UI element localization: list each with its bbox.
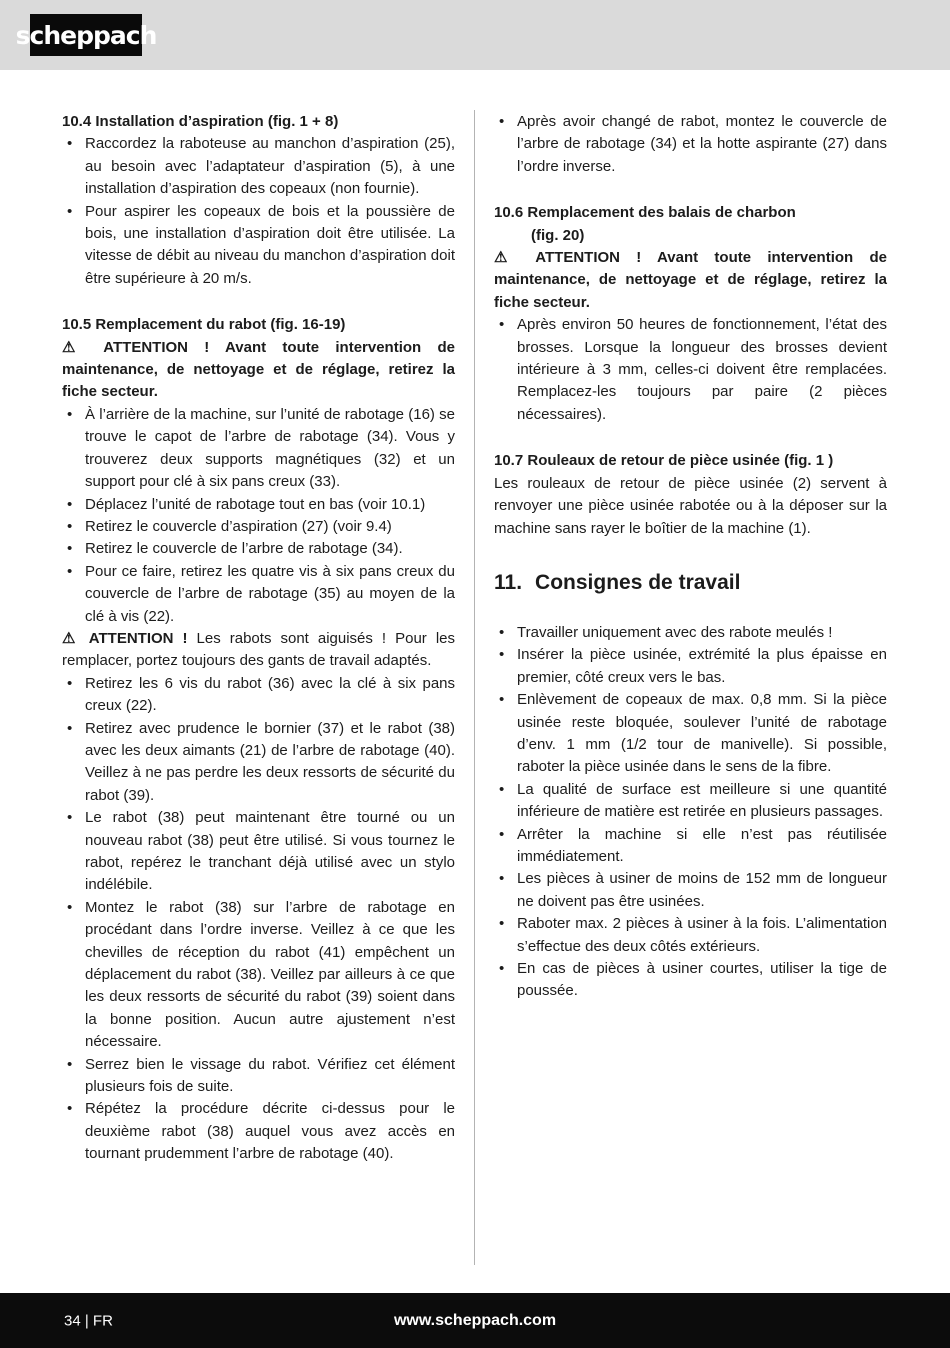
bullet-item <box>62 561 455 628</box>
bullet-text: Le rabot (38) peut maintenant être tourné ou un nouveau rabot (38) peut être utilisé. Si vous tournez le rabot, repérez le tranchant déjà utilisé avec un stylo indélébile. <box>85 809 455 894</box>
bullet-marker: • <box>67 562 73 580</box>
section <box>494 450 887 540</box>
paragraph: Les rouleaux de retour de pièce usinée (2) servent à renvoyer une pièce usinée rabotée ou à la déposer sur la machine sans rayer le boîtier de la machine (1). <box>494 474 887 537</box>
warning-paragraph <box>494 247 887 314</box>
heading-line: 10.7 Rouleaux de retour de pièce usinée (fig. 1 ) <box>494 452 834 470</box>
bullet-marker: • <box>499 316 505 334</box>
bullet-marker: • <box>499 825 505 843</box>
warning-bold-text: ⚠ ATTENTION ! <box>62 629 188 647</box>
bullet-text: Retirez les 6 vis du rabot (36) avec la clé à six pans creux (22). <box>85 674 455 715</box>
bullet-item <box>494 779 887 824</box>
bullet-text: Répétez la procédure décrite ci-dessus pour le deuxième rabot (38) auquel vous avez accès en tournant prudemment l’arbre de rabotage (40). <box>85 1100 455 1163</box>
bullet-item <box>62 673 455 718</box>
bullet-item <box>494 622 887 644</box>
warning-bold-text: ⚠ ATTENTION ! Avant toute intervention de maintenance, de nettoyage et de réglage, retirez la fiche secteur. <box>62 338 455 401</box>
section-heading <box>494 202 887 247</box>
heading-line: 10.4 Installation d’aspiration (fig. 1 + 8) <box>62 113 339 130</box>
bullet-item <box>62 494 455 516</box>
bullet-marker: • <box>67 517 73 535</box>
bullet-item <box>494 824 887 869</box>
bullet-text: Déplacez l’unité de rabotage tout en bas (voir 10.1) <box>85 495 426 513</box>
bullet-marker: • <box>67 135 73 153</box>
section <box>62 314 455 1165</box>
bullet-item <box>62 133 455 200</box>
bullet-item <box>62 718 455 808</box>
bullet-marker: • <box>499 870 505 888</box>
bullet-marker: • <box>499 691 505 709</box>
brand-logo-text: scheppach <box>15 20 157 50</box>
section <box>494 111 887 178</box>
bullet-text: En cas de pièces à usiner courtes, utiliser la tige de poussée. <box>517 960 887 1000</box>
heading-line: 10.5 Remplacement du rabot (fig. 16-19) <box>62 316 346 334</box>
bullet-text: Retirez le couvercle de l’arbre de rabotage (34). <box>85 540 403 558</box>
bullet-text: Enlèvement de copeaux de max. 0,8 mm. Si la pièce usinée reste bloquée, soulever l’unité de rabotage d’env. 1 mm (1/2 tour de manivelle). Si possible, raboter la pièce usinée dans le sens de la fibre. <box>517 691 887 776</box>
section <box>494 570 887 1003</box>
bullet-marker: • <box>67 674 73 692</box>
bullet-text: Les pièces à usiner de moins de 152 mm de longueur ne doivent pas être usinées. <box>517 870 887 910</box>
bullet-item <box>494 644 887 689</box>
column-right <box>494 111 887 1003</box>
warning-bold-text: ⚠ ATTENTION ! Avant toute intervention de maintenance, de nettoyage et de réglage, retirez la fiche secteur. <box>494 249 887 311</box>
bullet-text: Arrêter la machine si elle n’est pas réutilisée immédiatement. <box>517 825 887 865</box>
bullet-text: Travailler uniquement avec des rabote meulés ! <box>517 623 833 641</box>
column-divider <box>474 110 475 1265</box>
bullet-text: La qualité de surface est meilleure si une quantité inférieure de matière est retirée en plusieurs passages. <box>517 780 887 821</box>
bullet-marker: • <box>499 646 505 664</box>
bullet-item <box>62 1098 455 1165</box>
bullet-marker: • <box>67 719 73 737</box>
section-heading <box>494 570 887 596</box>
bullet-marker: • <box>499 960 505 977</box>
bullet-marker: • <box>499 915 505 933</box>
column-left <box>62 111 455 1166</box>
section-heading <box>62 314 455 336</box>
section <box>62 111 455 290</box>
bullet-item <box>62 897 455 1054</box>
bullet-marker: • <box>67 1100 73 1118</box>
bullet-text: Pour aspirer les copeaux de bois et la poussière de bois, une installation d’aspiration doit être utilisée. La vitesse de débit au niveau du manchon d’aspiration doit être supérieure à 20 m/s. <box>85 202 455 287</box>
bullet-item <box>62 538 455 560</box>
bullet-item <box>62 201 455 291</box>
bullet-text: Raccordez la raboteuse au manchon d’aspiration (25), au besoin avec l’adaptateur d’aspiration (5), à une installation d’aspiration des copeaux (non fournie). <box>85 135 455 198</box>
footer-website: www.scheppach.com <box>393 1311 557 1329</box>
footer-page-number: 34 | FR <box>64 1312 113 1329</box>
section <box>494 202 887 426</box>
bullet-item <box>62 1054 455 1099</box>
bullet-text: Après avoir changé de rabot, montez le couvercle de l’arbre de rabotage (34) et la hotte aspirante (27) dans l’ordre inverse. <box>517 113 887 175</box>
bullet-item <box>494 314 887 426</box>
bullet-item <box>494 111 887 178</box>
bullet-item <box>494 913 887 958</box>
page-header <box>0 0 950 70</box>
bullet-text: Pour ce faire, retirez les quatre vis à six pans creux du couvercle de l’arbre de rabotage (35) au moyen de la clé à vis (22). <box>85 562 455 625</box>
bullet-item <box>494 958 887 1003</box>
bullet-item <box>62 516 455 538</box>
heading-number: 11. <box>494 570 523 594</box>
bullet-marker: • <box>67 202 73 220</box>
bullet-text: Retirez le couvercle d’aspiration (27) (voir 9.4) <box>85 517 392 535</box>
bullet-marker: • <box>67 1055 73 1073</box>
bullet-item <box>62 404 455 494</box>
bullet-text: Après environ 50 heures de fonctionnement, l’état des brosses. Lorsque la longueur des brosses devient intérieure à 3 mm, celles-ci doivent être remplacées. Remplacez-les toujours par paire (2 pièces nécessaires). <box>517 316 887 423</box>
warning-paragraph: ⚠ ATTENTION ! Les rabots sont aiguisés ! Pour les remplacer, portez toujours des gants de travail adaptés. <box>62 629 455 670</box>
heading-line: 10.6 Remplacement des balais de charbon <box>494 204 796 222</box>
bullet-marker: • <box>67 495 73 513</box>
section-heading <box>494 450 887 472</box>
page-footer <box>0 1293 950 1348</box>
bullet-text: Raboter max. 2 pièces à usiner à la fois. L’alimentation s’effectue des deux côtés extérieurs. <box>517 915 887 955</box>
bullet-text: Insérer la pièce usinée, extrémité la plus épaisse en premier, côté creux vers le bas. <box>517 646 887 686</box>
bullet-item <box>62 807 455 897</box>
bullet-item <box>494 689 887 779</box>
bullet-text: Retirez avec prudence le bornier (37) et le rabot (38) avec les deux aimants (21) de l’arbre de rabotage (40). Veillez à ne pas perdre les deux ressorts de sécurité du rabot (39). <box>85 719 455 804</box>
section-heading <box>62 111 455 133</box>
bullet-text: À l’arrière de la machine, sur l’unité de rabotage (16) se trouve le capot de l’arbre de rabotage (34). Vous y trouverez deux supports magnétiques (32) et un support pour clé à six pans creux (33). <box>85 405 455 491</box>
bullet-marker: • <box>67 809 73 827</box>
brand-logo <box>15 14 157 56</box>
bullet-marker: • <box>67 540 73 558</box>
heading-line: (fig. 20) <box>531 226 585 244</box>
bullet-marker: • <box>499 113 505 130</box>
bullet-marker: • <box>67 405 73 423</box>
heading-title: Consignes de travail <box>535 570 741 594</box>
bullet-marker: • <box>67 898 73 916</box>
bullet-text: Montez le rabot (38) sur l’arbre de rabotage en procédant dans l’ordre inverse. Veillez à ce que les chevilles de réception du rabot (41) empêchent un déplacement du rabot (38). Veillez par ailleurs à ce que les deux ressorts de sécurité du rabot (39) soient dans la bonne position. Aucun autre ajustement n’est nécessaire. <box>85 898 455 1051</box>
bullet-marker: • <box>499 623 505 641</box>
bullet-text: Serrez bien le vissage du rabot. Vérifiez cet élément plusieurs fois de suite. <box>85 1055 455 1096</box>
warning-paragraph <box>62 337 455 404</box>
bullet-marker: • <box>499 780 505 798</box>
bullet-item <box>494 868 887 913</box>
